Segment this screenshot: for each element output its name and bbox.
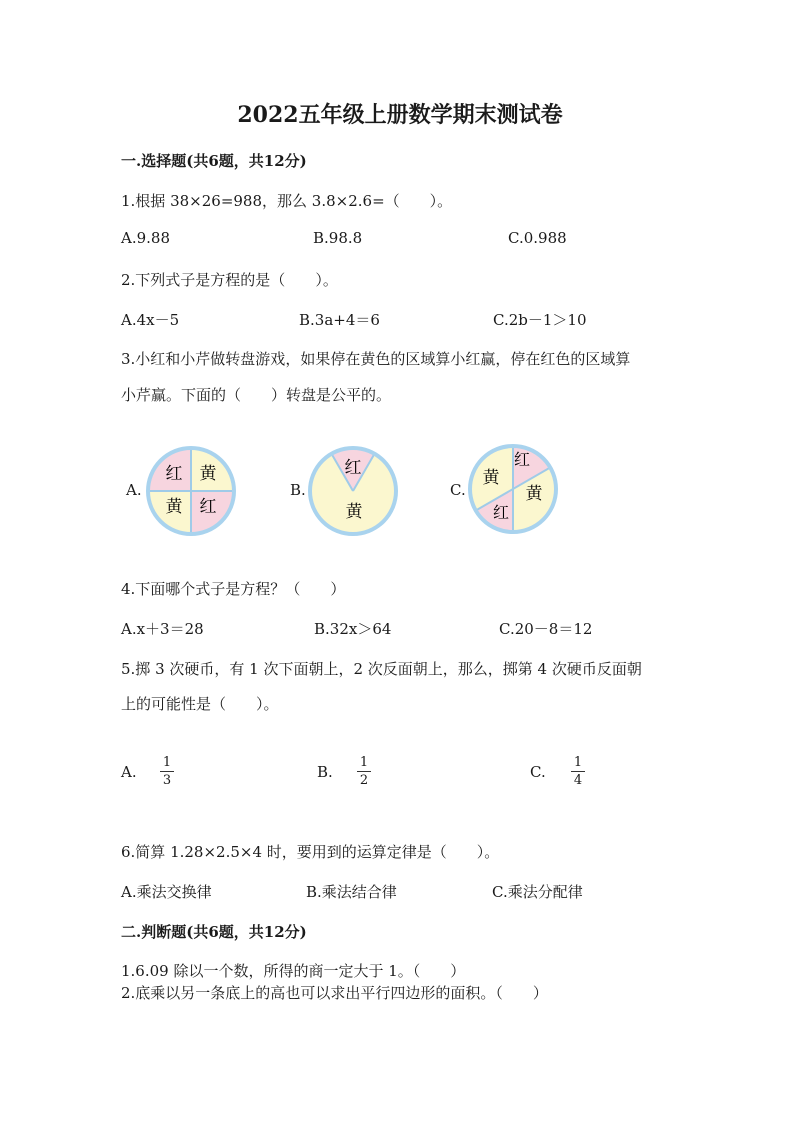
- spinner-a-label-yellow-bottom: 黄: [165, 497, 183, 517]
- spinner-b-label-yellow: 黄: [345, 502, 363, 522]
- judge-question-2-text: 2.底乘以另一条底上的高也可以求出平行四边形的面积。（ ）: [121, 984, 548, 1002]
- section-2-heading: 二.判断题(共6题，共12分): [121, 923, 307, 941]
- question-1-option-b: B.98.8: [313, 229, 363, 247]
- judge-question-1-text: 1.6.09 除以一个数，所得的商一定大于 1。（ ）: [121, 962, 466, 980]
- question-6-option-c: C.乘法分配律: [492, 883, 583, 901]
- fraction-denominator: 3: [162, 773, 172, 788]
- question-5-text-line-1: 5.掷 3 次硬币，有 1 次下面朝上，2 次反面朝上，那么，掷第 4 次硬币反面朝: [121, 660, 642, 678]
- question-5-option-c-fraction: [571, 756, 585, 788]
- fraction-numerator: 1: [162, 755, 172, 770]
- spinner-c-label-red-bottom: 红: [492, 503, 510, 522]
- spinner-c-label-red-top: 红: [513, 450, 531, 469]
- fraction-numerator: 1: [573, 755, 583, 770]
- fraction-bar: [160, 771, 174, 772]
- question-4-option-b: B.32x＞64: [314, 620, 392, 638]
- question-3-option-a-label: A.: [126, 481, 142, 499]
- question-4-text: 4.下面哪个式子是方程？（ ）: [121, 580, 346, 598]
- question-2-text: 2.下列式子是方程的是（ ）。: [121, 271, 338, 289]
- question-6-option-b: B.乘法结合律: [306, 883, 397, 901]
- question-2-option-c: C.2b－1＞10: [493, 311, 587, 329]
- question-3-text-line-1: 3.小红和小芹做转盘游戏，如果停在黄色的区域算小红赢，停在红色的区域算: [121, 350, 631, 368]
- spinner-a-label-yellow-top: 黄: [199, 464, 217, 484]
- question-6-option-a: A.乘法交换律: [121, 883, 212, 901]
- question-3-option-c-label: C.: [450, 481, 466, 499]
- question-5-option-b-label: B.: [317, 763, 333, 781]
- question-5-text-line-2: 上的可能性是（ ）。: [121, 695, 279, 713]
- spinner-c-six-sectors: [467, 443, 559, 535]
- fraction-denominator: 4: [573, 773, 583, 788]
- spinner-c-label-yellow-right: 黄: [525, 484, 543, 504]
- question-4-option-c: C.20－8＝12: [499, 620, 593, 638]
- spinner-a-label-red-bottom: 红: [199, 497, 217, 517]
- page-title: 2022五年级上册数学期末测试卷: [237, 102, 563, 128]
- spinner-b-one-sixth-red: [307, 445, 399, 537]
- section-1-heading: 一.选择题(共6题，共12分): [121, 152, 307, 170]
- question-2-option-a: A.4x－5: [121, 311, 180, 329]
- question-6-text: 6.简算 1.28×2.5×4 时，要用到的运算定律是（ ）。: [121, 843, 500, 861]
- question-1-text: 1.根据 38×26=988，那么 3.8×2.6=（ ）。: [121, 192, 453, 210]
- question-1-option-a: A.9.88: [121, 229, 170, 247]
- question-5-option-c-label: C.: [530, 763, 546, 781]
- question-5-option-a-fraction: [160, 756, 174, 788]
- question-4-option-a: A.x＋3＝28: [121, 620, 204, 638]
- spinner-b-label-red: 红: [344, 458, 362, 478]
- spinner-a-label-red-top: 红: [165, 464, 183, 484]
- spinner-c-label-yellow-left: 黄: [482, 468, 500, 488]
- fraction-denominator: 2: [359, 773, 369, 788]
- spinner-a-four-quadrants: [145, 445, 237, 537]
- question-1-option-c: C.0.988: [508, 229, 567, 247]
- fraction-bar: [571, 771, 585, 772]
- fraction-bar: [357, 771, 371, 772]
- question-5-option-a-label: A.: [121, 763, 137, 781]
- question-5-option-b-fraction: [357, 756, 371, 788]
- fraction-numerator: 1: [359, 755, 369, 770]
- question-3-option-b-label: B.: [290, 481, 306, 499]
- question-2-option-b: B.3a+4＝6: [299, 311, 380, 329]
- question-3-text-line-2: 小芹赢。下面的（ ）转盘是公平的。: [121, 386, 392, 404]
